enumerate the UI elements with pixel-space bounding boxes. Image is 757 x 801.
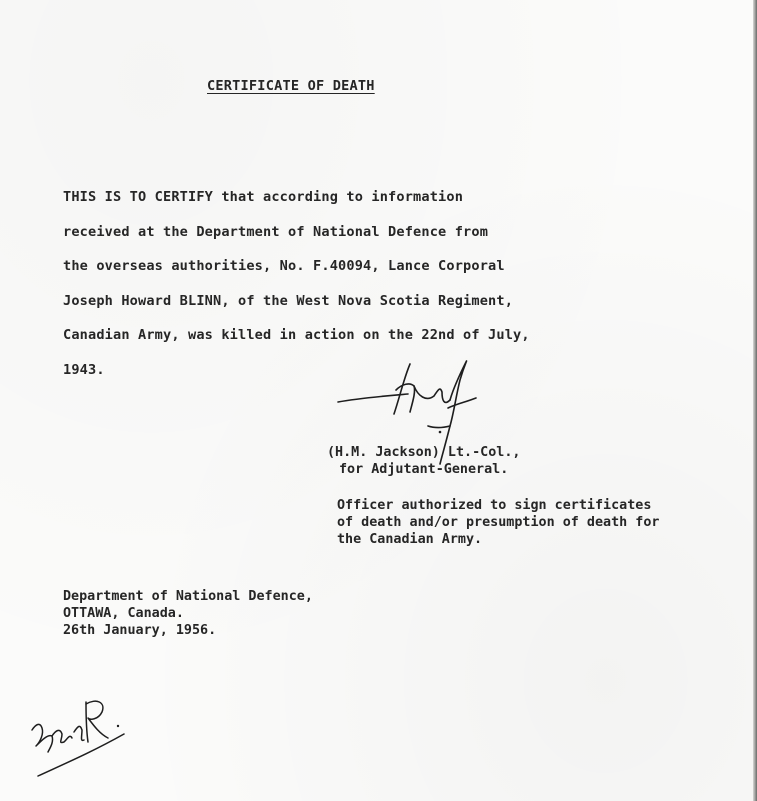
issuer-department: Department of National Defence,	[63, 589, 313, 604]
body-line: 1943.	[63, 361, 105, 378]
handwritten-initials	[28, 690, 138, 780]
certificate-title: CERTIFICATE OF DEATH	[207, 78, 375, 94]
scan-edge	[753, 0, 757, 801]
issuer-city: OTTAWA, Canada.	[63, 606, 184, 621]
body-line: received at the Department of National Defence from	[63, 223, 489, 240]
body-line: Joseph Howard BLINN, of the West Nova Scotia Regiment,	[63, 292, 514, 309]
signer-block	[327, 444, 520, 478]
issue-date: 26th January, 1956.	[63, 623, 217, 638]
authority-line: of death and/or presumption of death for	[337, 515, 660, 530]
body-line: Canadian Army, was killed in action on the 22nd of July,	[63, 327, 530, 343]
authority-line: the Canadian Army.	[337, 532, 483, 547]
signer-role: for Adjutant-General.	[339, 462, 509, 477]
body-line: THIS IS TO CERTIFY that according to information	[63, 189, 464, 205]
signer-name: (H.M. Jackson) Lt.-Col.,	[327, 445, 521, 460]
body-line: the overseas authorities, No. F.40094, Lance Corporal	[63, 258, 505, 274]
authority-line: Officer authorized to sign certificates	[337, 498, 652, 513]
authority-note	[337, 497, 659, 548]
issuer-block	[63, 588, 313, 639]
